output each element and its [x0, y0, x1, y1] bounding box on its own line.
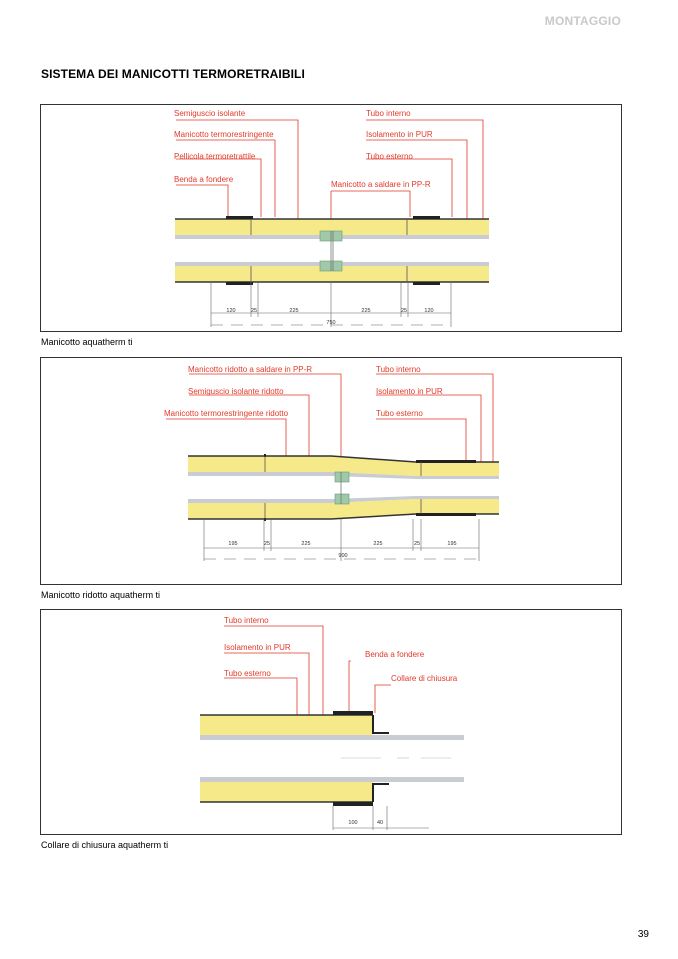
label-semiguscio-ridotto: Semiguscio isolante ridotto	[188, 387, 284, 396]
section-header: MONTAGGIO	[544, 14, 621, 28]
label-semiguscio-isolante: Semiguscio isolante	[174, 109, 246, 118]
figure-2-caption: Manicotto ridotto aquatherm ti	[41, 590, 161, 600]
dimension-label: 25	[250, 308, 258, 314]
dimension-label: 225	[301, 541, 311, 547]
dimension-label: 120	[424, 308, 434, 314]
dimension-total: 750	[326, 320, 336, 326]
label-isolamento-pur: Isolamento in PUR	[376, 387, 443, 396]
figure-2-drawing	[41, 358, 621, 584]
label-collare-di-chiusura: Collare di chiusura	[391, 674, 458, 683]
dimension-label: 40	[376, 820, 384, 826]
dimension-label: 25	[413, 541, 421, 547]
figure-1-caption: Manicotto aquatherm ti	[41, 337, 133, 347]
label-pellicola-termoretrattile: Pellicola termoretrattile	[174, 152, 256, 161]
dimension-label: 100	[348, 820, 358, 826]
figure-3-caption: Collare di chiusura aquatherm ti	[41, 840, 169, 850]
dimension-label: 25	[263, 541, 271, 547]
page-title: SISTEMA DEI MANICOTTI TERMORETRAIBILI	[41, 67, 305, 81]
figure-1-frame	[40, 104, 622, 332]
label-benda-a-fondere: Benda a fondere	[365, 650, 425, 659]
figure-3-frame	[40, 609, 622, 835]
label-isolamento-pur: Isolamento in PUR	[224, 643, 291, 652]
label-benda-a-fondere: Benda a fondere	[174, 175, 234, 184]
dimension-label: 25	[400, 308, 408, 314]
dimension-label: 195	[447, 541, 457, 547]
dimension-label: 225	[289, 308, 299, 314]
label-tubo-interno: Tubo interno	[224, 616, 269, 625]
label-manicotto-ridotto-ppr: Manicotto ridotto a saldare in PP-R	[188, 365, 313, 374]
figure-2-frame	[40, 357, 622, 585]
label-manicotto-saldare-ppr: Manicotto a saldare in PP-R	[331, 180, 431, 189]
label-tubo-esterno: Tubo esterno	[376, 409, 423, 418]
label-isolamento-pur: Isolamento in PUR	[366, 130, 433, 139]
label-tubo-esterno: Tubo esterno	[366, 152, 413, 161]
label-tubo-interno: Tubo interno	[366, 109, 411, 118]
label-manicotto-termorestringente-ridotto: Manicotto termorestringente ridotto	[164, 409, 289, 418]
label-tubo-interno: Tubo interno	[376, 365, 421, 374]
label-manicotto-termorestringente: Manicotto termorestringente	[174, 130, 274, 139]
dimension-label: 225	[361, 308, 371, 314]
page-number: 39	[637, 929, 649, 940]
dimension-label: 195	[228, 541, 238, 547]
dimension-total: 900	[338, 553, 348, 559]
figure-1-drawing	[41, 105, 621, 331]
figure-3-drawing	[41, 610, 621, 834]
dimension-label: 120	[226, 308, 236, 314]
dimension-label: 225	[373, 541, 383, 547]
label-tubo-esterno: Tubo esterno	[224, 669, 271, 678]
